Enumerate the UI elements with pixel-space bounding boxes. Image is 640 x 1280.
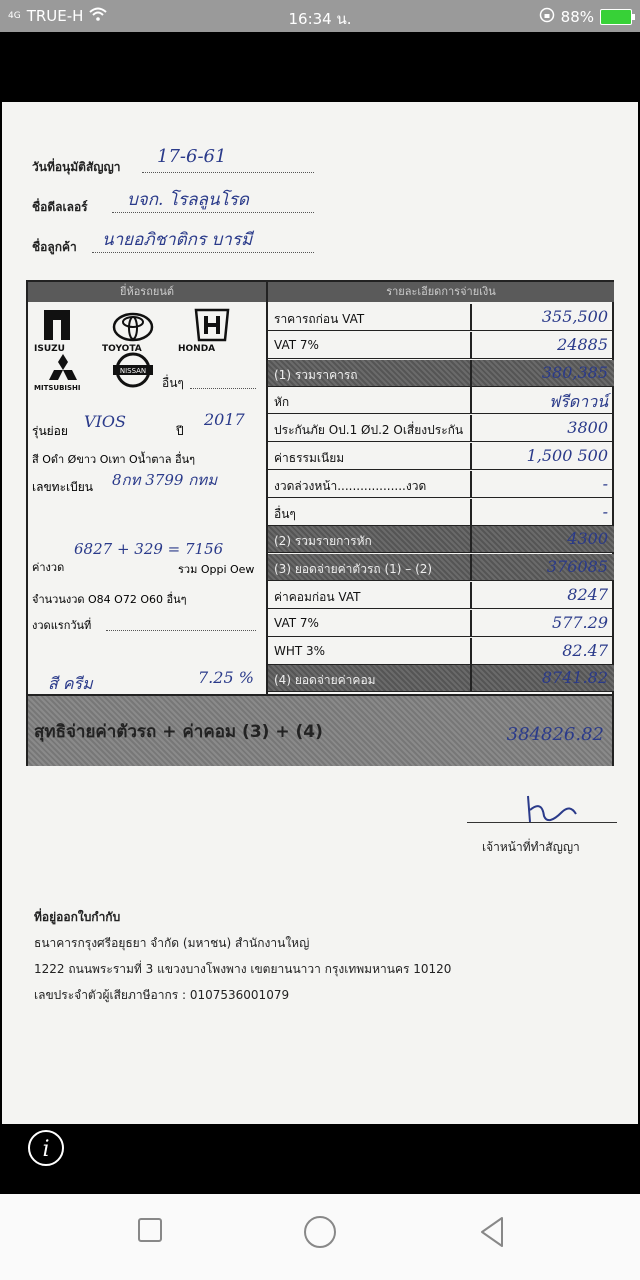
carrier-label: TRUE-H [26,7,84,25]
payment-row [268,360,614,387]
nissan-logo [110,352,156,392]
isuzu-label: ISUZU [34,344,65,354]
first-due-label: งวดแรกวันที่ [32,619,92,632]
year-value: 2017 [204,410,245,429]
payment-row [268,582,614,609]
payment-row-label: (2) รวมรายการหัก [274,534,372,549]
signal-icon: 4G [8,10,21,21]
installment-calc: 6827 + 329 = 7156 [74,540,224,558]
payment-row [268,610,614,637]
grand-total-value: 384826.82 [506,724,604,745]
honda-logo [192,308,232,346]
recent-apps-button[interactable] [138,1218,162,1242]
model-label: รุ่นย่อย [32,424,68,438]
payment-row-value: 8247 [567,585,608,604]
approve-date-label: วันที่อนุมัติสัญญา [32,160,121,174]
navigation-bar [0,1194,640,1280]
info-icon[interactable]: i [28,1130,64,1166]
payment-row-value: 8741.82 [541,668,608,688]
grand-total-label: สุทธิจ่ายค่าตัวรถ + ค่าคอม (3) + (4) [34,722,323,742]
other-brand-line [190,388,256,389]
other-brand-label: อื่นๆ [162,376,184,390]
payment-row-label: (4) ยอดจ่ายค่าคอม [274,673,376,688]
payment-row-value: 3800 [567,418,608,438]
brand-header: ยี่ห้อรถยนต์ [28,282,266,302]
battery-icon [600,9,632,25]
dealer-value: บจก. โรลลูนโรด [127,190,249,210]
row-divider [470,582,472,608]
payment-row-value: 82.47 [562,640,608,660]
plate-label: เลขทะเบียน [32,480,93,494]
year-label: ปี [176,424,184,438]
row-divider [470,554,472,580]
status-bar [0,0,640,32]
color-options: สี Oดำ Øขาว Oเทา Oน้ำตาล อื่นๆ [32,453,196,466]
installment-suffix: รวม Oppi Oew [178,563,255,576]
row-divider [470,526,472,552]
row-divider [470,610,472,636]
payment-row-label: ค่าธรรมเนียม [274,451,345,465]
payment-row-label: VAT 7% [274,337,319,352]
payment-row-value: 1,500 500 [526,446,608,465]
issuer-name: ธนาคารกรุงศรีอยุธยา จำกัด (มหาชน) สำนักงานใหญ่ [34,936,310,950]
payment-row-label: (3) ยอดจ่ายค่าตัวรถ (1) – (2) [274,562,433,577]
issuer-title: ที่อยู่ออกใบกำกับ [34,910,121,924]
payment-row-label: (1) รวมราคารถ [274,367,358,382]
toyota-logo [112,312,154,346]
approve-date-line [142,172,314,173]
row-divider [470,471,472,497]
svg-text:NISSAN: NISSAN [119,367,147,375]
row-divider [470,499,472,525]
row-divider [470,304,472,330]
payment-row [268,499,614,526]
rate-value: 7.25 % [198,668,254,687]
officer-label: เจ้าหน้าที่ทำสัญญา [482,840,580,854]
document-photo [2,102,638,1124]
dealer-label: ชื่อดีลเลอร์ [32,200,88,214]
payment-row-label: งวดล่วงหน้า..................งวด [274,478,427,493]
grand-total-row [28,694,612,766]
payment-row-value: 24885 [557,334,608,354]
issuer-address: 1222 ถนนพระรามที่ 3 แขวงบางโพงพาง เขตยานนาวา กรุงเทพมหานคร 10120 [34,962,452,976]
payment-row [268,332,614,359]
row-divider [470,665,472,691]
signature [522,792,582,836]
viewer-top-bar [0,32,640,102]
rotation-lock-icon [539,7,555,27]
payment-row-label: อื่นๆ [274,506,296,521]
payment-row-label: ประกันภัย Oป.1 Øป.2 Oเสี่ยงประกัน [274,423,464,438]
payment-row-label: WHT 3% [274,643,326,658]
row-divider [470,638,472,664]
viewer-bottom-bar [0,1124,640,1194]
payment-table [26,280,614,766]
tax-id: เลขประจำตัวผู้เสียภาษีอากร : 0107536001079 [34,988,290,1002]
payment-row-value: 380,385 [541,362,608,382]
approve-date-value: 17-6-61 [157,146,227,167]
installment-label: ค่างวด [32,561,65,574]
payment-row-value: - [602,501,608,521]
customer-label: ชื่อลูกค้า [32,240,77,254]
payment-row-value: 4300 [567,529,608,549]
row-divider [470,387,472,413]
payment-row [268,638,614,665]
payment-row-value: ฟรีดาวน์ [548,392,608,412]
honda-label: HONDA [178,344,216,354]
clock: 16:34 น. [288,10,352,28]
plate-value: 8กท 3799 กทม [112,471,218,489]
payment-row-value: 577.29 [552,612,608,632]
payment-row-label: ราคารถก่อน VAT [274,312,365,326]
toyota-label: TOYOTA [102,344,142,354]
payment-row-label: VAT 7% [274,615,319,630]
note-left: สี ครีม [48,674,93,693]
payment-row [268,387,614,414]
row-divider [470,360,472,386]
home-button[interactable] [304,1216,336,1248]
payment-row [268,554,614,581]
battery-percent: 88% [560,8,594,26]
mitsubishi-label: MITSUBISHI [34,384,81,392]
payment-row-value: 376085 [546,557,608,577]
terms-options: จำนวนงวด O84 O72 O60 อื่นๆ [32,593,187,606]
payment-row-value: - [602,473,608,493]
customer-value: นายอภิชาติกร บารมี [102,230,253,250]
mitsubishi-logo [48,354,78,386]
first-due-line [106,630,256,631]
payment-row [268,443,614,470]
payment-header: รายละเอียดการจ่ายเงิน [268,282,614,302]
payment-row [268,665,614,692]
model-value: VIOS [84,412,126,431]
row-divider [470,332,472,358]
payment-row [268,304,614,331]
payment-row-label: หัก [274,395,290,410]
payment-row [268,415,614,442]
signature-line [467,822,617,823]
row-divider [470,415,472,441]
payment-row [268,526,614,553]
payment-row-label: ค่าคอมก่อน VAT [274,590,361,604]
isuzu-logo [42,310,72,344]
payment-row [268,471,614,498]
row-divider [470,443,472,469]
payment-row-value: 355,500 [541,307,608,326]
